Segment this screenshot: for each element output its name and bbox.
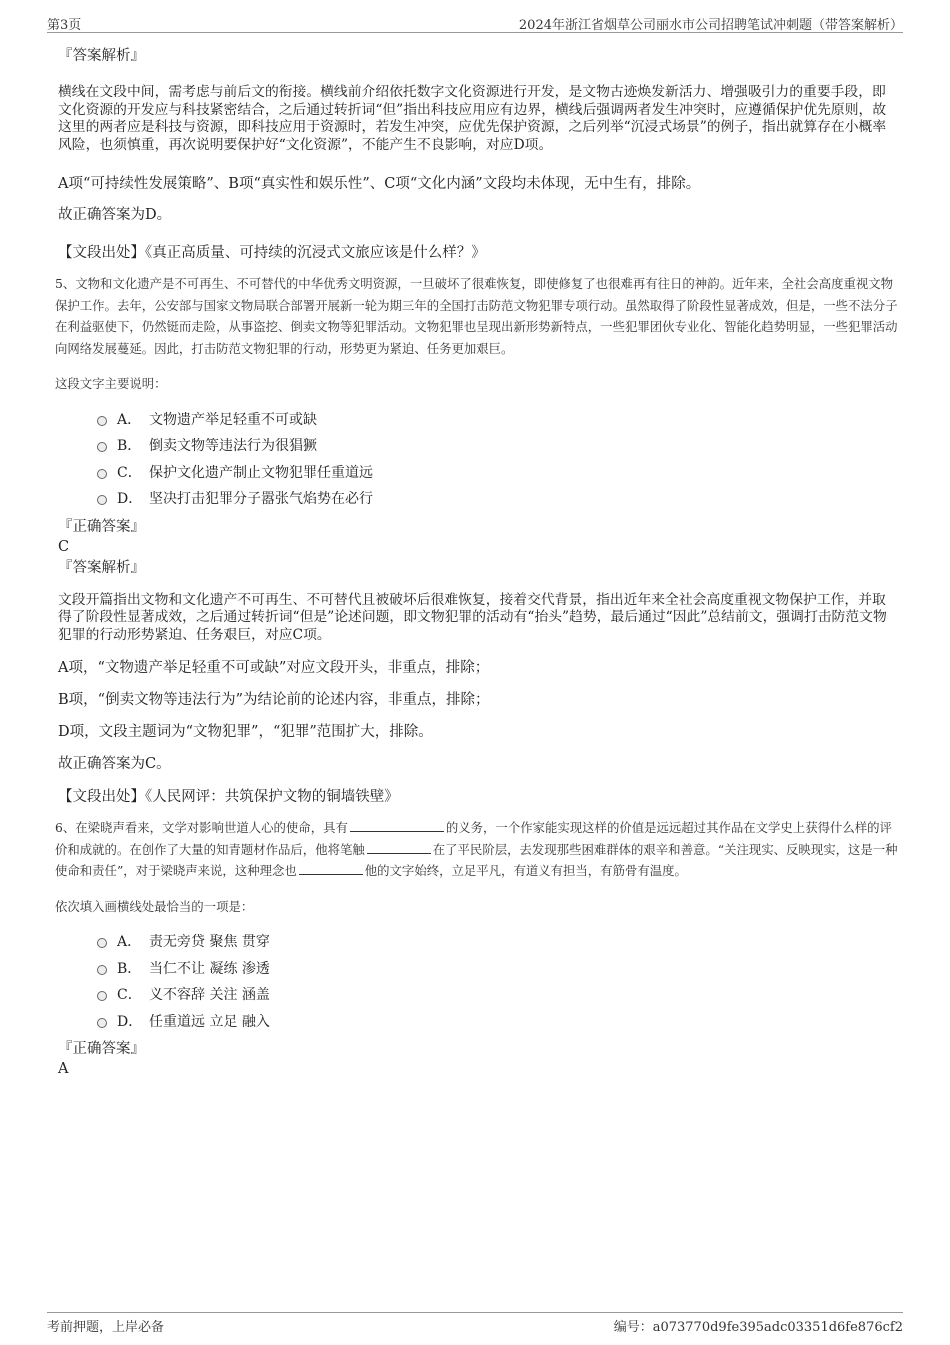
- question-5-prompt: 这段文字主要说明：: [55, 376, 167, 391]
- radio-icon[interactable]: [97, 1018, 107, 1028]
- radio-icon[interactable]: [97, 442, 107, 452]
- option-a[interactable]: A． 责无旁贷 聚焦 贯穿: [97, 929, 903, 956]
- answer-heading: 『正确答案』: [58, 1041, 145, 1057]
- analysis-option-d: D项，文段主题词为“文物犯罪”，“犯罪”范围扩大，排除。: [58, 724, 433, 740]
- radio-icon[interactable]: [97, 469, 107, 479]
- fill-blank-3: [299, 862, 363, 875]
- document-id: 编号：a073770d9fe395adc03351d6fe876cf2: [613, 1320, 903, 1335]
- source-text: 【文段出处】《人民网评：共筑保护文物的铜墙铁壁》: [58, 789, 399, 805]
- page-content: [55, 42, 903, 1079]
- analysis-text: 文段开篇指出文物和文化遗产不可再生、不可替代且被破坏后很难恢复，接着交代背景，指出近年来全社会高度重视文物保护工作，并取得了阶段性显著成效，之后通过转折词“但是”论述问题，即文物犯罪的活动有“抬头”趋势，最后通过“因此”总结前文，强调打击防范文物犯罪的行动形势紧迫、任务艰巨，对应C项。: [58, 591, 887, 643]
- question-6-prompt: 依次填入画横线处最恰当的一项是：: [55, 898, 254, 914]
- radio-icon[interactable]: [97, 495, 107, 505]
- analysis-option-b: B项，“倒卖文物等违法行为”为结论前的论述内容，非重点，排除；: [58, 692, 490, 708]
- radio-icon[interactable]: [97, 416, 107, 426]
- page-number: 第3页: [47, 18, 82, 33]
- question-6-options: [97, 929, 903, 1035]
- document-title: 2024年浙江省烟草公司丽水市公司招聘笔试冲刺题（带答案解析）: [518, 18, 903, 33]
- fill-blank-1: [350, 819, 444, 832]
- option-b[interactable]: B． 当仁不让 凝练 渗透: [97, 956, 903, 983]
- analysis-text: 横线在文段中间，需考虑与前后文的衔接。横线前介绍依托数字文化资源进行开发，是文物古迹焕发新活力、增强吸引力的重要手段，即文化资源的开发应与科技紧密结合，之后通过转折词“但”指出科技应用应有边界，横线后强调两者发生冲突时，应遵循保护优先原则，故这里的两者应是科技与资源，即科技应用于资源时，若发生冲突，应优先保护资源，之后列举“沉浸式场景”的例子，指出就算存在小概率风险，也须慎重，再次说明要保护好“文化资源”，不能产生不良影响，对应D项。: [58, 84, 887, 153]
- conclusion-text: 故正确答案为D。: [58, 207, 172, 223]
- analysis-heading: 『答案解析』: [58, 559, 145, 576]
- option-a[interactable]: A． 文物遗产举足轻重不可或缺: [97, 407, 903, 434]
- answer-value: A: [58, 1061, 69, 1077]
- radio-icon[interactable]: [97, 965, 107, 975]
- source-text: 【文段出处】《真正高质量、可持续的沉浸式文旅应该是什么样？》: [58, 245, 486, 261]
- analysis-option-a: A项，“文物遗产举足轻重不可或缺”对应文段开头，非重点，排除；: [58, 660, 490, 676]
- fill-blank-2: [367, 841, 431, 854]
- radio-icon[interactable]: [97, 991, 107, 1001]
- option-b[interactable]: B． 倒卖文物等违法行为很猖獗: [97, 433, 903, 460]
- analysis-heading: 『答案解析』: [58, 48, 145, 64]
- answer-value: C: [58, 538, 70, 555]
- option-c[interactable]: C． 保护文化遗产制止文物犯罪任重道远: [97, 460, 903, 487]
- question-5-options: [97, 407, 903, 513]
- page-footer: [47, 1312, 903, 1335]
- question-6-stem: 6、在梁晓声看来，文学对影响世道人心的使命，具有 的义务，一个作家能实现这样的价值是远远超过其作品在文学史上获得什么样的评价和成就的。在创作了大量的知青题材作品后，他将笔触 在了平民阶层，去发现那些困难群体的艰辛和善意。“关注现实、反映现实，这是一种使命和责任”，对于梁晓声来说，这种理念也 他的文字始终，立足平凡，有道义有担当，有筋骨有温度。: [55, 820, 898, 878]
- option-d[interactable]: D． 坚决打击犯罪分子嚣张气焰势在必行: [97, 486, 903, 513]
- page-header: [47, 12, 903, 33]
- footer-slogan: 考前押题，上岸必备: [47, 1320, 165, 1335]
- option-c[interactable]: C． 义不容辞 关注 涵盖: [97, 982, 903, 1009]
- option-d[interactable]: D． 任重道远 立足 融入: [97, 1009, 903, 1036]
- exclusion-text: A项“可持续性发展策略”、B项“真实性和娱乐性”、C项“文化内涵”文段均未体现，无中生有，排除。: [58, 176, 701, 192]
- question-5-stem: 5、文物和文化遗产是不可再生、不可替代的中华优秀文明资源，一旦破坏了很难恢复，即使修复了也很难再有往日的神韵。近年来，全社会高度重视文物保护工作。去年，公安部与国家文物局联合部署开展新一轮为期三年的全国打击防范文物犯罪专项行动。虽然取得了阶段性显著成效，但是，一些不法分子在利益驱使下，仍然铤而走险，从事盗挖、倒卖文物等犯罪活动。文物犯罪也呈现出新形势新特点，一些犯罪团伙专业化、智能化趋势明显，一些犯罪活动向网络发展蔓延。因此，打击防范文物犯罪的行动，形势更为紧迫、任务更加艰巨。: [55, 276, 898, 356]
- conclusion-text: 故正确答案为C。: [58, 756, 171, 772]
- answer-heading: 『正确答案』: [58, 518, 145, 535]
- radio-icon[interactable]: [97, 938, 107, 948]
